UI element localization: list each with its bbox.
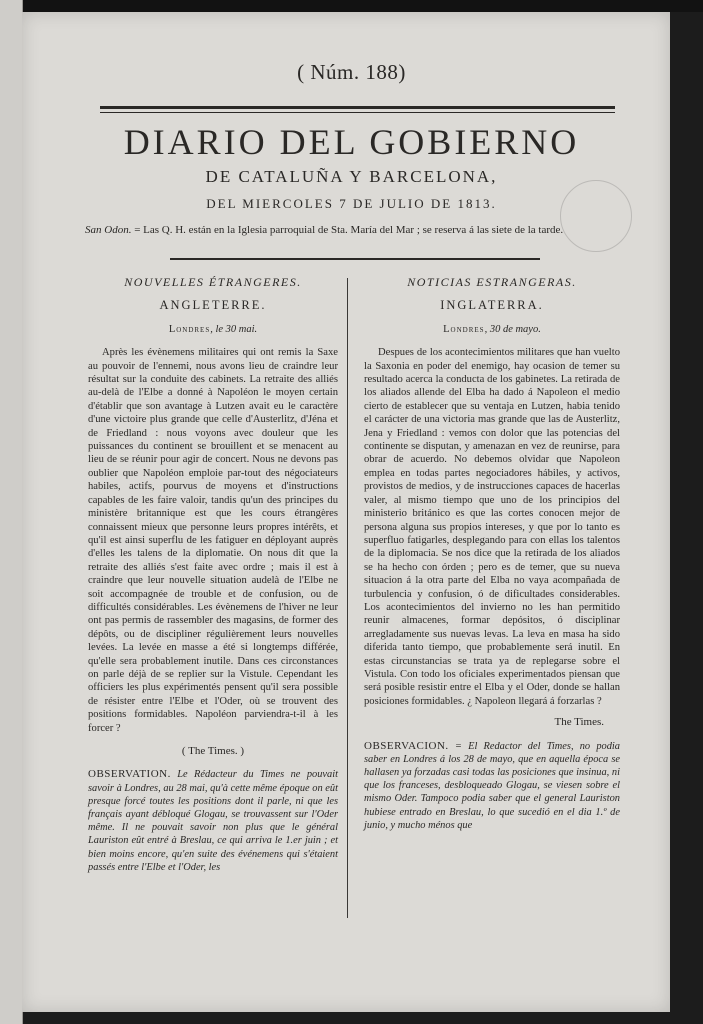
article-source: The Times. [554, 716, 604, 729]
newspaper-title: DIARIO DEL GOBIERNO [123, 122, 580, 162]
spanish-column [364, 276, 620, 832]
article-source: ( The Times. ) [181, 745, 245, 757]
country-heading: ANGLETERRE. [159, 298, 267, 313]
section-heading: NOUVELLES ÉTRANGERES. [124, 275, 302, 289]
country-heading: INGLATERRA. [440, 298, 544, 313]
dateline-place: Londres [168, 323, 211, 335]
newspaper-subtitle: DE CATALUÑA Y BARCELONA, [205, 167, 498, 186]
scan-top-border [0, 0, 703, 12]
dateline [88, 323, 338, 336]
dateline-date: , le 30 mai. [210, 323, 258, 335]
observation-text: Le Rédacteur du Times ne pouvait savoir à Londres, au 28 mai, qu'à cette même époque on eût presque forcé toutes les positions dont il parle, ni que les français ayant débloqué Glogau, se trouvassent sur l'Oder même. Il ne pouvait savoir non plus que le général Lauriston eût entré à Breslau, ce qui arriva le 1.er juin ; et bien moins encore, qu'en suite des événemens qui s'étaient passés entre l'Elbe et l'Oder, les [88, 769, 338, 873]
observation [364, 740, 620, 832]
notice-text: = Las Q. H. están en la Iglesia parroquial de Sta. María del Mar ; se reserva á las siete de la tarde. [134, 224, 564, 236]
issue-number: ( Núm. 188) [297, 60, 406, 84]
observation-text: = El Redactor del Times, no podia saber en Londres á los 28 de mayo, que en aquella época se hallasen ya forzadas casi todas las posiciones que insinua, ni que los franceses, desbloqueado Glogau, se viesen sobre el mismo Oder. Tampoco podia saber que el general Lauriston hubiese entrado en Breslau, lo que sucedió en el dia 1.º de junio, y mucho ménos que [364, 740, 620, 831]
observation-label: OBSERVATION. [88, 768, 171, 781]
french-column [88, 276, 338, 874]
article-body: Despues de los acontecimientos militares que han vuelto la Saxonia en poder del enemigo, hay ocasion de temer su resultado acerca la conducta de los gabinetes. La retirada de los aliados allende del Elba ha dado á Napoleon el medio cierto de establecer que su ventaja en Lutzen, habia tenido el carácter de una victoria mas grande que las de Austerlitz, Jena y Friedland : vemos con dolor que las potencias del continente se disputan, y amenazan en vez de reunirse, para obrar de acuerdo. No debemos olvidar que Napoleon emplea en todas partes negociadores hábiles, y activos, provistos de medios, y de instrucciones capaces de hacerlas valer, al mismo tiempo que uno de los principios del ministerio británico es que las cortes conocen mejor de persona alguna sus propios intereses, y que por lo tanto es superfluo fatigarles, desplegando para con ellas los talentos de la diplomacia. Se nos dice que la retirada de los aliados se ha hecho con órden ; pero es de temer, que su nueva situacion á la otra parte del Elba no vaya acompañada de turbulencia y confusion, ó de dificultades considerables. Los acontecimientos del invierno no les han permitido reunir almacenes, formar depósitos, ó disciplinar arregladamente sus nuevas levas. La leva en masa ha sido diferida tanto tiempo, que probablemente será inutil. En estas circunstancias se trata ya de replegarse sobre el Vistula. Con todo los oficiales experimentados piensan que será posible resistir entre el Elba y el Oder, donde se hallan posiciones formidables. ¿ Napoleon llegará á forzarlas ? [364, 347, 620, 707]
library-stamp [560, 180, 632, 252]
column-divider [347, 278, 348, 918]
observation [88, 768, 338, 874]
issue-date: DEL MIERCOLES 7 DE JULIO DE 1813. [206, 196, 497, 211]
masthead-rule-top [100, 106, 615, 109]
dateline-date: , 30 de mayo. [484, 323, 541, 335]
dateline [364, 323, 620, 336]
notice-rule [170, 258, 540, 260]
article-body: Après les évènemens militaires qui ont remis la Saxe au pouvoir de l'ennemi, nous avons lieu de craindre leur résultat sur la conduite des cabinets. La retraite des alliés au-delà de l'Elbe a donné à Napoléon le moyen certain d'établir que son avantage à Lutzen avait eu le caractère d'une victoire plus grande que celle d'Austerlitz, d'Jéna et de Friedland : nous voyons avec douleur que les puissances du continent se brouillent et se menacent au lieu de se réunir pour agir de concert. Nous ne devons pas oublier que Napoléon emploie par-tout des négociateurs habiles, actifs, pourvus de moyens et d'instructions capables de les faire valoir, tandis qu'un des principes du ministère britannique est que les cours étrangères connaissent mieux que personne leurs propres intérêts, et qu'il est ainsi superflu de les fatiguer en déployant auprès d'elles les talens de la diplomatie. On nous dit que la retraite des alliés s'est faite avec ordre ; mais il est à craindre que leur nouvelle situation audelà de l'Elbe ne soit accompagnée de trouble et de confusion, ou de difficultés considérables. Les évènemens de l'hiver ne leur ont pas permis de rassembler des magasins, de former des dépôts, ou de discipliner régulièrement leurs nouvelles levées. La levée en masse a été si longtemps différée, qu'elle sera probablement inutile. Dans ces circonstances on parle déjà de se replier sur la Vistule. Cependant les officiers les plus expérimentés pensent qu'il sera possible de résister entre l'Elbe et l'Oder, où se trouvent des positions formidables. Napoléon parviendra-t-il à les forcer ? [88, 347, 338, 734]
masthead-rule-top-thin [100, 112, 615, 113]
observation-label: OBSERVACION. [364, 739, 449, 752]
dateline-place: Londres [443, 323, 485, 335]
saint-notice [85, 224, 625, 237]
saint-name: San Odon. [85, 224, 132, 236]
section-heading: NOTICIAS ESTRANGERAS. [407, 275, 577, 289]
